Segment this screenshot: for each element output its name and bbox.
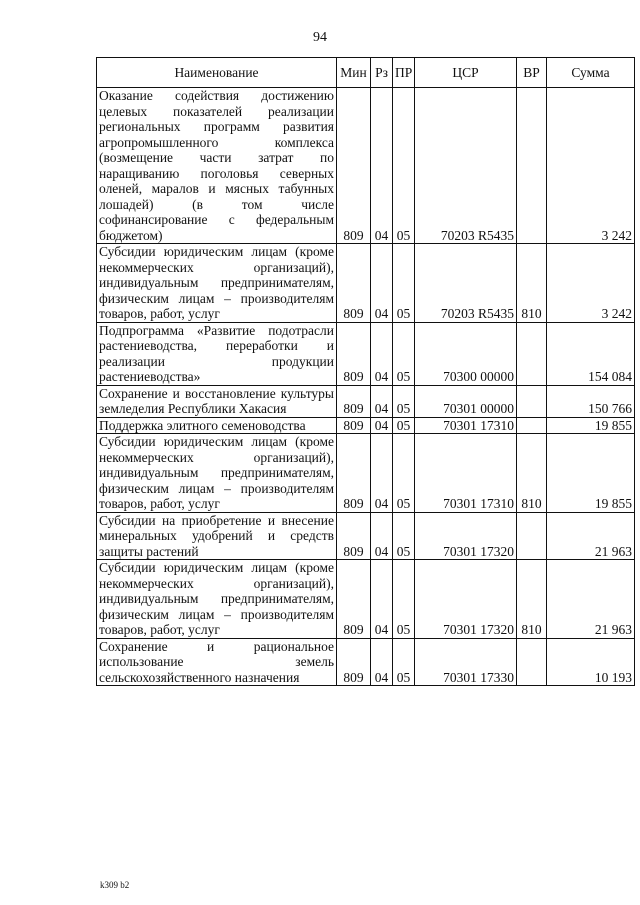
row-rz: 04: [371, 322, 393, 385]
row-vr: 810: [517, 244, 547, 323]
table-header-row: [97, 58, 635, 88]
row-min: 809: [337, 434, 371, 513]
table-row: [97, 385, 635, 417]
row-csr: 70301 00000: [415, 385, 517, 417]
header-name: Наименование: [97, 58, 337, 88]
row-pr: 05: [393, 244, 415, 323]
row-min: 809: [337, 512, 371, 560]
row-name: Подпрограмма «Развитие подотрасли растениеводства, переработки и реализации продукции растениеводства»: [97, 322, 337, 385]
row-csr: 70301 17310: [415, 417, 517, 434]
row-name: Субсидии юридическим лицам (кроме некоммерческих организаций), индивидуальным предпринимателям, физическим лицам – производителям товаров, работ, услуг: [97, 560, 337, 639]
row-csr: 70301 17330: [415, 638, 517, 686]
header-rz: Рз: [371, 58, 393, 88]
row-sum: 3 242: [547, 88, 635, 244]
row-pr: 05: [393, 88, 415, 244]
row-pr: 05: [393, 560, 415, 639]
row-name: Сохранение и восстановление культуры земледелия Республики Хакасия: [97, 385, 337, 417]
row-min: 809: [337, 560, 371, 639]
table-row: [97, 322, 635, 385]
row-pr: 05: [393, 385, 415, 417]
row-pr: 05: [393, 322, 415, 385]
header-vr: ВР: [517, 58, 547, 88]
table-row: [97, 417, 635, 434]
row-vr: [517, 88, 547, 244]
row-pr: 05: [393, 638, 415, 686]
row-vr: [517, 417, 547, 434]
row-rz: 04: [371, 417, 393, 434]
row-name: Сохранение и рациональное использование земель сельскохозяйственного назначения: [97, 638, 337, 686]
row-csr: 70301 17310: [415, 434, 517, 513]
row-pr: 05: [393, 434, 415, 513]
row-name: Субсидии юридическим лицам (кроме некоммерческих организаций), индивидуальным предпринимателям, физическим лицам – производителям товаров, работ, услуг: [97, 244, 337, 323]
row-min: 809: [337, 322, 371, 385]
row-csr: 70300 00000: [415, 322, 517, 385]
page-number: 94: [313, 30, 327, 45]
row-csr: 70203 R5435: [415, 244, 517, 323]
header-sum: Сумма: [547, 58, 635, 88]
row-min: 809: [337, 385, 371, 417]
budget-table: [96, 57, 635, 686]
row-vr: [517, 322, 547, 385]
row-min: 809: [337, 638, 371, 686]
row-sum: 154 084: [547, 322, 635, 385]
table-row: [97, 512, 635, 560]
row-sum: 19 855: [547, 434, 635, 513]
row-vr: [517, 512, 547, 560]
header-pr: ПР: [393, 58, 415, 88]
row-rz: 04: [371, 244, 393, 323]
row-rz: 04: [371, 512, 393, 560]
header-min: Мин: [337, 58, 371, 88]
row-csr: 70203 R5435: [415, 88, 517, 244]
row-min: 809: [337, 417, 371, 434]
row-vr: 810: [517, 434, 547, 513]
row-sum: 3 242: [547, 244, 635, 323]
row-name: Субсидии юридическим лицам (кроме некоммерческих организаций), индивидуальным предпринимателям, физическим лицам – производителям товаров, работ, услуг: [97, 434, 337, 513]
table-row: [97, 88, 635, 244]
row-pr: 05: [393, 417, 415, 434]
row-rz: 04: [371, 638, 393, 686]
row-sum: 21 963: [547, 512, 635, 560]
row-rz: 04: [371, 385, 393, 417]
row-rz: 04: [371, 560, 393, 639]
row-sum: 10 193: [547, 638, 635, 686]
footer-code: k309 b2: [100, 880, 130, 890]
row-sum: 150 766: [547, 385, 635, 417]
row-pr: 05: [393, 512, 415, 560]
row-rz: 04: [371, 88, 393, 244]
row-vr: 810: [517, 560, 547, 639]
header-csr: ЦСР: [415, 58, 517, 88]
row-min: 809: [337, 244, 371, 323]
table-row: [97, 434, 635, 513]
row-min: 809: [337, 88, 371, 244]
row-sum: 21 963: [547, 560, 635, 639]
row-csr: 70301 17320: [415, 560, 517, 639]
row-vr: [517, 638, 547, 686]
row-name: Поддержка элитного семеноводства: [97, 417, 337, 434]
table-row: [97, 638, 635, 686]
table-row: [97, 560, 635, 639]
row-sum: 19 855: [547, 417, 635, 434]
row-vr: [517, 385, 547, 417]
row-name: Субсидии на приобретение и внесение минеральных удобрений и средств защиты растений: [97, 512, 337, 560]
row-csr: 70301 17320: [415, 512, 517, 560]
row-name: Оказание содействия достижению целевых показателей реализации региональных программ развития агропромышленного комплекса (возмещение части затрат по наращиванию поголовья северных оленей, маралов и мясных табунных лошадей) (в том числе софинансирование с федеральным бюджетом): [97, 88, 337, 244]
row-rz: 04: [371, 434, 393, 513]
table-row: [97, 244, 635, 323]
